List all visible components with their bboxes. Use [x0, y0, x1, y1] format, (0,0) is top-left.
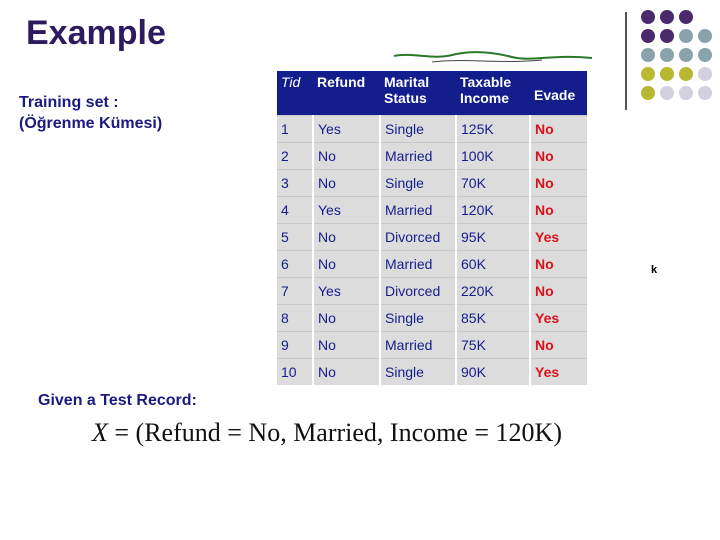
cell-income: 220K	[456, 277, 530, 304]
cell-tid: 5	[277, 223, 313, 250]
cell-marital: Single	[380, 304, 456, 331]
header-tid: Tid	[277, 71, 313, 115]
cell-income: 95K	[456, 223, 530, 250]
cell-marital: Divorced	[380, 277, 456, 304]
dot-purple-icon	[679, 10, 693, 24]
cell-refund: Yes	[313, 196, 380, 223]
dot-olive-icon	[660, 67, 674, 81]
cell-income: 120K	[456, 196, 530, 223]
cell-evade: No	[530, 331, 587, 358]
header-refund: Refund	[313, 71, 380, 115]
header-marital-line1: Marital	[384, 74, 430, 90]
dot-purple-icon	[660, 29, 674, 43]
cell-refund: Yes	[313, 277, 380, 304]
training-set-label	[19, 92, 162, 134]
dot-teal-icon	[698, 48, 712, 62]
decorative-divider	[625, 12, 627, 110]
cell-tid: 1	[277, 115, 313, 142]
cell-refund: Yes	[313, 115, 380, 142]
dot-teal-icon	[660, 48, 674, 62]
cell-evade: No	[530, 250, 587, 277]
header-marital-line2: Status	[384, 90, 427, 106]
header-evade: Evade	[530, 71, 587, 115]
cell-evade: No	[530, 277, 587, 304]
cell-evade: Yes	[530, 358, 587, 385]
cell-tid: 4	[277, 196, 313, 223]
cell-refund: No	[313, 142, 380, 169]
cell-tid: 7	[277, 277, 313, 304]
table-row	[277, 304, 587, 331]
formula-variable: X	[92, 418, 108, 447]
cell-refund: No	[313, 358, 380, 385]
dot-purple-icon	[641, 10, 655, 24]
side-letter: k	[651, 264, 658, 276]
cell-income: 100K	[456, 142, 530, 169]
cell-income: 85K	[456, 304, 530, 331]
table-row	[277, 250, 587, 277]
cell-refund: No	[313, 304, 380, 331]
header-income-line2: Income	[460, 90, 510, 106]
cell-evade: No	[530, 115, 587, 142]
table-row	[277, 169, 587, 196]
table-row	[277, 142, 587, 169]
cell-marital: Married	[380, 196, 456, 223]
cell-marital: Single	[380, 169, 456, 196]
cell-refund: No	[313, 169, 380, 196]
cell-tid: 6	[277, 250, 313, 277]
dot-teal-icon	[641, 48, 655, 62]
cell-tid: 3	[277, 169, 313, 196]
header-income-line1: Taxable	[460, 74, 512, 90]
table-row	[277, 196, 587, 223]
dot-purple-icon	[641, 29, 655, 43]
cell-tid: 10	[277, 358, 313, 385]
cell-evade: No	[530, 142, 587, 169]
cell-evade: No	[530, 169, 587, 196]
table-body	[277, 115, 587, 385]
table-row	[277, 331, 587, 358]
dot-purple-icon	[660, 10, 674, 24]
dot-olive-icon	[679, 67, 693, 81]
dot-teal-icon	[679, 29, 693, 43]
dot-olive-icon	[641, 67, 655, 81]
table-row	[277, 115, 587, 142]
cell-income: 70K	[456, 169, 530, 196]
training-set-label-line1: Training set :	[19, 94, 119, 111]
cell-evade: No	[530, 196, 587, 223]
cell-tid: 8	[277, 304, 313, 331]
cell-income: 75K	[456, 331, 530, 358]
cell-income: 60K	[456, 250, 530, 277]
cell-marital: Single	[380, 358, 456, 385]
training-data-table	[277, 71, 587, 385]
cell-marital: Single	[380, 115, 456, 142]
cell-marital: Married	[380, 142, 456, 169]
cell-marital: Married	[380, 250, 456, 277]
header-taxable-income	[456, 71, 530, 115]
header-marital-status	[380, 71, 456, 115]
dot-teal-icon	[698, 29, 712, 43]
dot-olive-icon	[641, 86, 655, 100]
cell-evade: Yes	[530, 223, 587, 250]
dot-teal-icon	[679, 48, 693, 62]
table-header-row	[277, 71, 587, 115]
dot-lavender-icon	[679, 86, 693, 100]
cell-evade: Yes	[530, 304, 587, 331]
cell-refund: No	[313, 331, 380, 358]
table-row	[277, 358, 587, 385]
dot-lavender-icon	[698, 86, 712, 100]
test-record-label: Given a Test Record:	[38, 392, 197, 409]
cell-income: 90K	[456, 358, 530, 385]
table-row	[277, 277, 587, 304]
training-set-label-line2: (Öğrenme Kümesi)	[19, 115, 163, 132]
scribble-decoration	[392, 46, 596, 68]
table-row	[277, 223, 587, 250]
cell-marital: Married	[380, 331, 456, 358]
dot-lavender-icon	[660, 86, 674, 100]
slide-title: Example	[26, 14, 166, 52]
cell-income: 125K	[456, 115, 530, 142]
dot-lavender-icon	[698, 67, 712, 81]
cell-tid: 2	[277, 142, 313, 169]
cell-refund: No	[313, 250, 380, 277]
cell-marital: Divorced	[380, 223, 456, 250]
test-record-formula	[92, 418, 562, 448]
formula-expression: = (Refund = No, Married, Income = 120K)	[107, 418, 562, 447]
cell-refund: No	[313, 223, 380, 250]
cell-tid: 9	[277, 331, 313, 358]
